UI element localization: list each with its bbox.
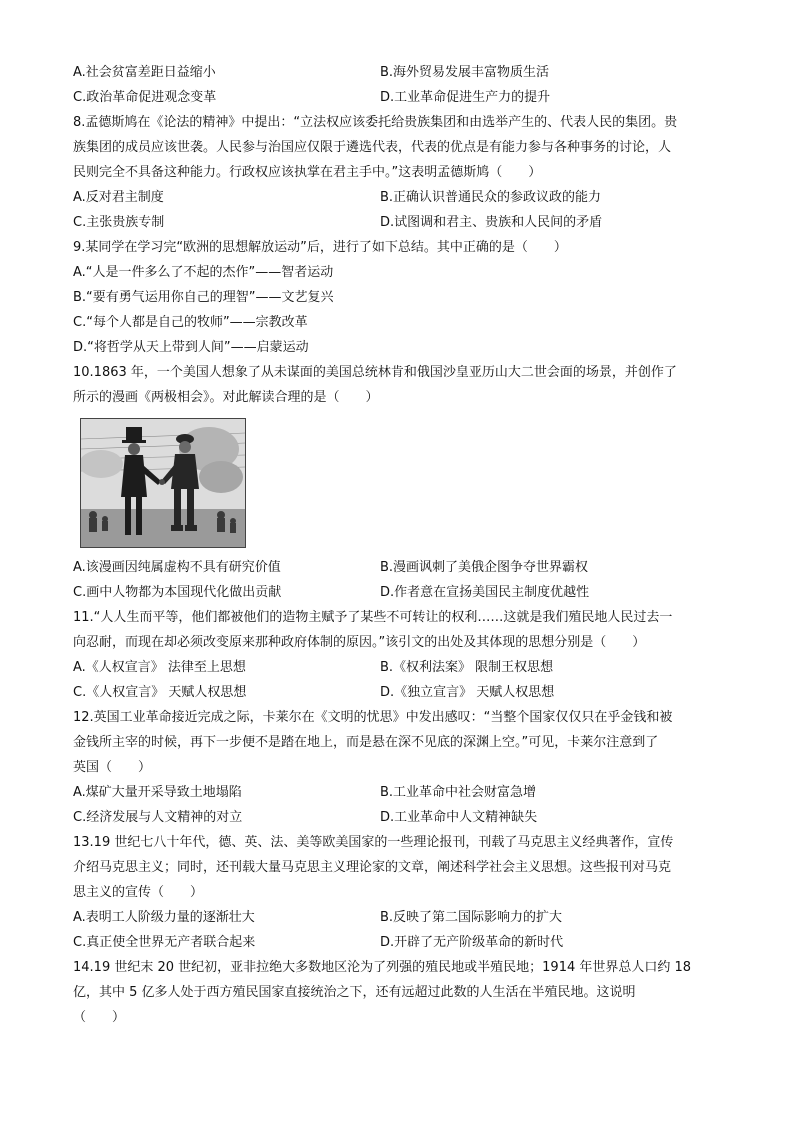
q12-option-b: B.工业革命中社会财富急增	[380, 785, 537, 800]
q13-stem-line-1: 13.19 世纪七八十年代，德、英、法、美等欧美国家的一些理论报刊，刊载了马克思主义经典著作，宣传	[73, 835, 674, 850]
q9-option-d: D.“将哲学从天上带到人间”——启蒙运动	[73, 340, 309, 355]
q13-option-a: A.表明工人阶级力量的逐渐壮大	[73, 910, 255, 925]
q7-option-a: A.社会贫富差距日益缩小	[73, 65, 216, 80]
cartoon-image	[80, 418, 246, 548]
q10-stem-line-2: 所示的漫画《两极相会》。对此解读合理的是（ ）	[73, 390, 379, 405]
q10-option-b: B.漫画讽刺了美俄企图争夺世界霸权	[380, 560, 589, 575]
q11-option-c: C.《人权宣言》 天赋人权思想	[73, 685, 247, 700]
cartoon-engraving	[81, 419, 245, 547]
q14-stem-line-2: 亿，其中 5 亿多人处于西方殖民国家直接统治之下，还有远超过此数的人生活在半殖民地。这说明	[73, 985, 636, 1000]
q8-stem-line-1: 8.孟德斯鸠在《论法的精神》中提出：“立法权应该委托给贵族集团和由选举产生的、代表人民的集团。贵	[73, 115, 678, 130]
q13-stem-line-3: 思主义的宣传（ ）	[73, 885, 204, 900]
q13-stem-line-2: 介绍马克思主义；同时，还刊载大量马克思主义理论家的文章，阐述科学社会主义思想。这些报刊对马克	[73, 860, 672, 875]
q9-option-c: C.“每个人都是自己的牧师”——宗教改革	[73, 315, 308, 330]
q8-option-c: C.主张贵族专制	[73, 215, 165, 230]
q10-option-d: D.作者意在宣扬美国民主制度优越性	[380, 585, 590, 600]
q10-option-a: A.该漫画因纯属虚构不具有研究价值	[73, 560, 281, 575]
q7-option-b: B.海外贸易发展丰富物质生活	[380, 65, 550, 80]
q13-option-d: D.开辟了无产阶级革命的新时代	[380, 935, 564, 950]
q14-stem-line-1: 14.19 世纪末 20 世纪初，亚非拉绝大多数地区沦为了列强的殖民地或半殖民地；1914 年世界总人口约 18	[73, 960, 692, 975]
q8-stem-line-3: 民则完全不具备这种能力。行政权应该执掌在君主手中。”这表明孟德斯鸠（ ）	[73, 165, 542, 180]
q13-option-c: C.真正使全世界无产者联合起来	[73, 935, 256, 950]
q8-option-d: D.试图调和君主、贵族和人民间的矛盾	[380, 215, 603, 230]
q8-stem-line-2: 族集团的成员应该世袭。人民参与治国应仅限于遴选代表，代表的优点是有能力参与各种事务的讨论，人	[73, 140, 672, 155]
q12-option-c: C.经济发展与人文精神的对立	[73, 810, 243, 825]
q11-stem-line-2: 向忍耐，而现在却必须改变原来那种政府体制的原因。”该引文的出处及其体现的思想分别是（ ）	[73, 635, 646, 650]
q10-stem-line-1: 10.1863 年，一个美国人想象了从未谋面的美国总统林肯和俄国沙皇亚历山大二世会面的场景，并创作了	[73, 365, 677, 380]
q12-option-d: D.工业革命中人文精神缺失	[380, 810, 538, 825]
q13-option-b: B.反映了第二国际影响力的扩大	[380, 910, 563, 925]
q7-option-c: C.政治革命促进观念变革	[73, 90, 217, 105]
q11-stem-line-1: 11.“人人生而平等，他们都被他们的造物主赋予了某些不可转让的权利……这就是我们殖民地人民过去一	[73, 610, 673, 625]
q14-stem-line-3: （ ）	[73, 1010, 126, 1025]
q12-stem-line-3: 英国（ ）	[73, 760, 152, 775]
q11-option-a: A.《人权宣言》 法律至上思想	[73, 660, 246, 675]
q8-option-a: A.反对君主制度	[73, 190, 164, 205]
q10-option-c: C.画中人物都为本国现代化做出贡献	[73, 585, 282, 600]
q12-stem-line-1: 12.英国工业革命接近完成之际，卡莱尔在《文明的忧思》中发出感叹：“当整个国家仅仅只在乎金钱和被	[73, 710, 673, 725]
q7-option-d: D.工业革命促进生产力的提升	[380, 90, 551, 105]
q12-option-a: A.煤矿大量开采导致土地塌陷	[73, 785, 242, 800]
q11-option-b: B.《权利法案》 限制王权思想	[380, 660, 554, 675]
q9-stem-line-1: 9.某同学在学习完“欧洲的思想解放运动”后，进行了如下总结。其中正确的是（ ）	[73, 240, 567, 255]
q11-option-d: D.《独立宣言》 天赋人权思想	[380, 685, 555, 700]
q8-option-b: B.正确认识普通民众的参政议政的能力	[380, 190, 602, 205]
q12-stem-line-2: 金钱所主宰的时候，再下一步便不是踏在地上，而是悬在深不见底的深渊上空。”可见，卡莱尔注意到了	[73, 735, 659, 750]
q9-option-a: A.“人是一件多么了不起的杰作”——智者运动	[73, 265, 334, 280]
q9-option-b: B.“要有勇气运用你自己的理智”——文艺复兴	[73, 290, 334, 305]
